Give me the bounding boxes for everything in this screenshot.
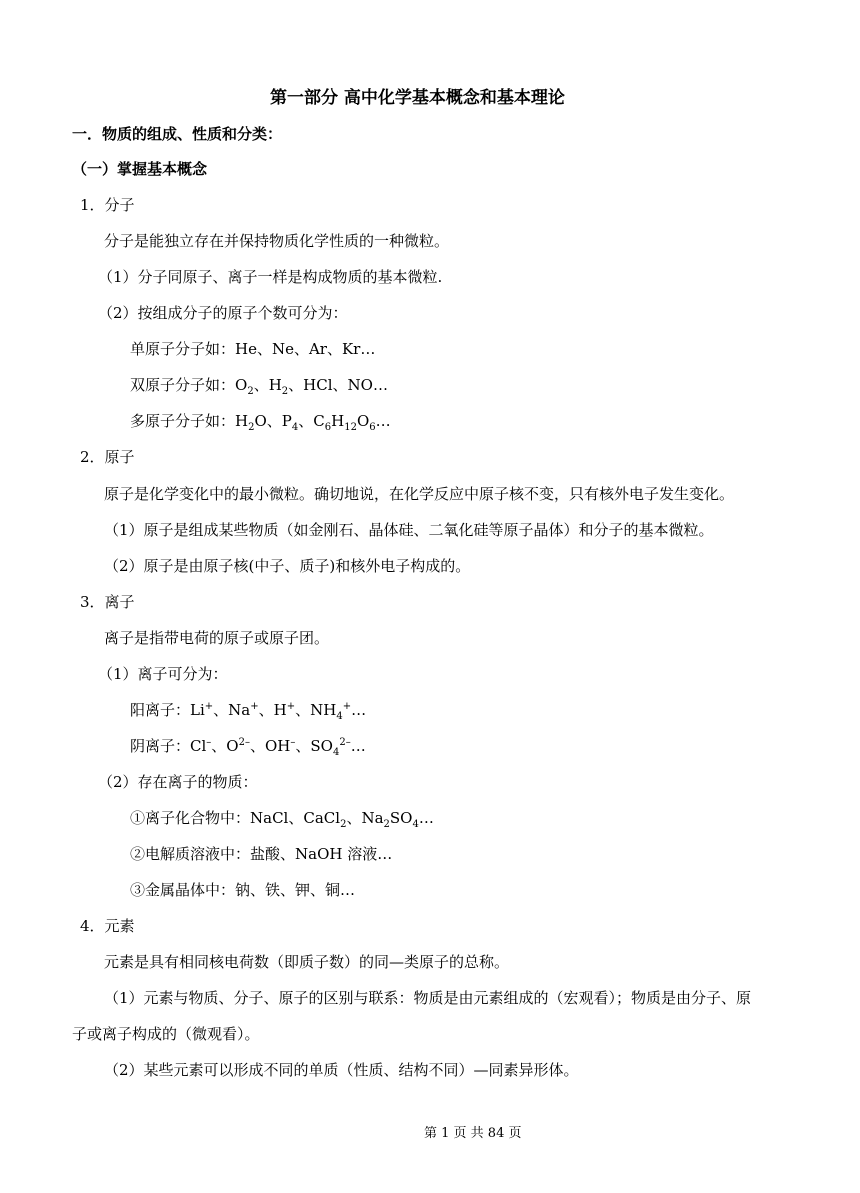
formula-part: …	[350, 737, 366, 755]
cation-label: 阳离子：	[130, 701, 191, 719]
formula-part: O	[356, 412, 370, 430]
charge-superscript: –	[206, 737, 212, 748]
cation-line	[130, 700, 366, 720]
formula-part: H	[235, 412, 249, 430]
di-atomic-label: 双原子分子如：	[130, 376, 236, 394]
element-point-1-line-1: （1）元素与物质、分子、原子的区别与联系：物质是由元素组成的（宏观看）；物质是由分子、原	[104, 989, 752, 1007]
formula-subscript: 4	[332, 747, 340, 758]
subsection-heading: （一）掌握基本概念	[72, 160, 208, 178]
formula-part: 、H	[253, 376, 282, 394]
formula-part: NaCl、CaCl	[250, 809, 341, 827]
formula-subscript: 6	[324, 422, 332, 433]
ion-heading: 3．离子	[80, 593, 135, 611]
charge-superscript: 2–	[238, 737, 250, 748]
formula-subscript: 2	[383, 819, 390, 830]
atom-point-2: （2）原子是由原子核(中子、质子)和核外电子构成的。	[104, 557, 471, 575]
page-footer: 第 1 页 共 84 页	[424, 1126, 522, 1141]
formula-part: 、SO	[295, 737, 333, 755]
atom-definition: 原子是化学变化中的最小微粒。确切地说，在化学反应中原子核不变，只有核外电子发生变化。	[104, 485, 735, 503]
molecule-heading: 1．分子	[80, 196, 135, 214]
ion-definition: 离子是指带电荷的原子或原子团。	[104, 629, 330, 647]
formula-part: 、NH	[295, 701, 337, 719]
electrolyte-line: ②电解质溶液中：盐酸、NaOH 溶液…	[130, 845, 393, 863]
charge-superscript: +	[204, 701, 214, 712]
element-point-2: （2）某些元素可以形成不同的单质（性质、结构不同）—同素异形体。	[104, 1061, 579, 1079]
formula-part: O	[235, 376, 248, 394]
formula-part: Li	[190, 701, 205, 719]
formula-subscript: 2	[248, 422, 255, 433]
formula-part: …	[375, 412, 391, 430]
formula-part: 、OH	[249, 737, 291, 755]
page-title: 第一部分 高中化学基本概念和基本理论	[270, 88, 565, 108]
molecule-definition: 分子是能独立存在并保持物质化学性质的一种微粒。	[104, 232, 450, 250]
molecule-point-2: （2）按组成分子的原子个数可分为：	[98, 304, 348, 322]
formula-part: O、P	[254, 412, 292, 430]
charge-superscript: +	[250, 701, 259, 712]
di-atomic-line	[130, 375, 388, 395]
charge-superscript: –	[290, 737, 296, 748]
formula-part: 、HCl、NO…	[288, 376, 388, 394]
mono-atomic-label: 单原子分子如：	[130, 340, 236, 358]
formula-subscript: 4	[336, 711, 343, 722]
ionic-compound-line	[130, 808, 434, 828]
formula-part: …	[418, 809, 434, 827]
poly-atomic-label: 多原子分子如：	[130, 412, 236, 430]
formula-subscript: 4	[412, 819, 419, 830]
charge-superscript: +	[342, 701, 352, 712]
formula-subscript: 2	[340, 819, 347, 830]
formula-part: H	[331, 412, 345, 430]
anion-line	[130, 736, 366, 756]
formula-subscript: 6	[369, 422, 376, 433]
element-heading: 4．元素	[80, 917, 135, 935]
mono-atomic-line	[130, 339, 375, 359]
mono-atomic-examples: He、Ne、Ar、Kr…	[235, 340, 376, 358]
charge-superscript: 2–	[339, 737, 351, 748]
anion-label: 阴离子：	[130, 737, 191, 755]
formula-subscript: 4	[291, 422, 299, 433]
section-heading: 一．物质的组成、性质和分类：	[72, 125, 283, 143]
poly-atomic-line	[130, 411, 391, 431]
ion-point-1: （1）离子可分为：	[98, 665, 228, 683]
formula-subscript: 2	[281, 386, 289, 397]
metal-crystal-line: ③金属晶体中：钠、铁、钾、铜…	[130, 881, 356, 899]
molecule-point-1: （1）分子同原子、离子一样是构成物质的基本微粒.	[98, 268, 443, 286]
formula-subscript: 2	[247, 386, 254, 397]
formula-subscript: 12	[344, 422, 357, 433]
atom-heading: 2．原子	[80, 448, 135, 466]
element-point-1-line-2: 子或离子构成的（微观看）。	[72, 1025, 260, 1043]
formula-part: 、C	[298, 412, 325, 430]
formula-part: SO	[389, 809, 413, 827]
formula-part: …	[351, 701, 367, 719]
ion-point-2: （2）存在离子的物质：	[98, 773, 258, 791]
atom-point-1: （1）原子是组成某些物质（如金刚石、晶体硅、二氧化硅等原子晶体）和分子的基本微粒。	[104, 521, 714, 539]
formula-part: Cl	[190, 737, 207, 755]
formula-part: 、O	[211, 737, 239, 755]
formula-part: 、H	[258, 701, 287, 719]
element-definition: 元素是具有相同核电荷数（即质子数）的同—类原子的总称。	[104, 953, 510, 971]
ionic-compound-label: ①离子化合物中：	[130, 809, 251, 827]
charge-superscript: +	[286, 701, 296, 712]
formula-part: 、Na	[346, 809, 384, 827]
formula-part: 、Na	[213, 701, 251, 719]
